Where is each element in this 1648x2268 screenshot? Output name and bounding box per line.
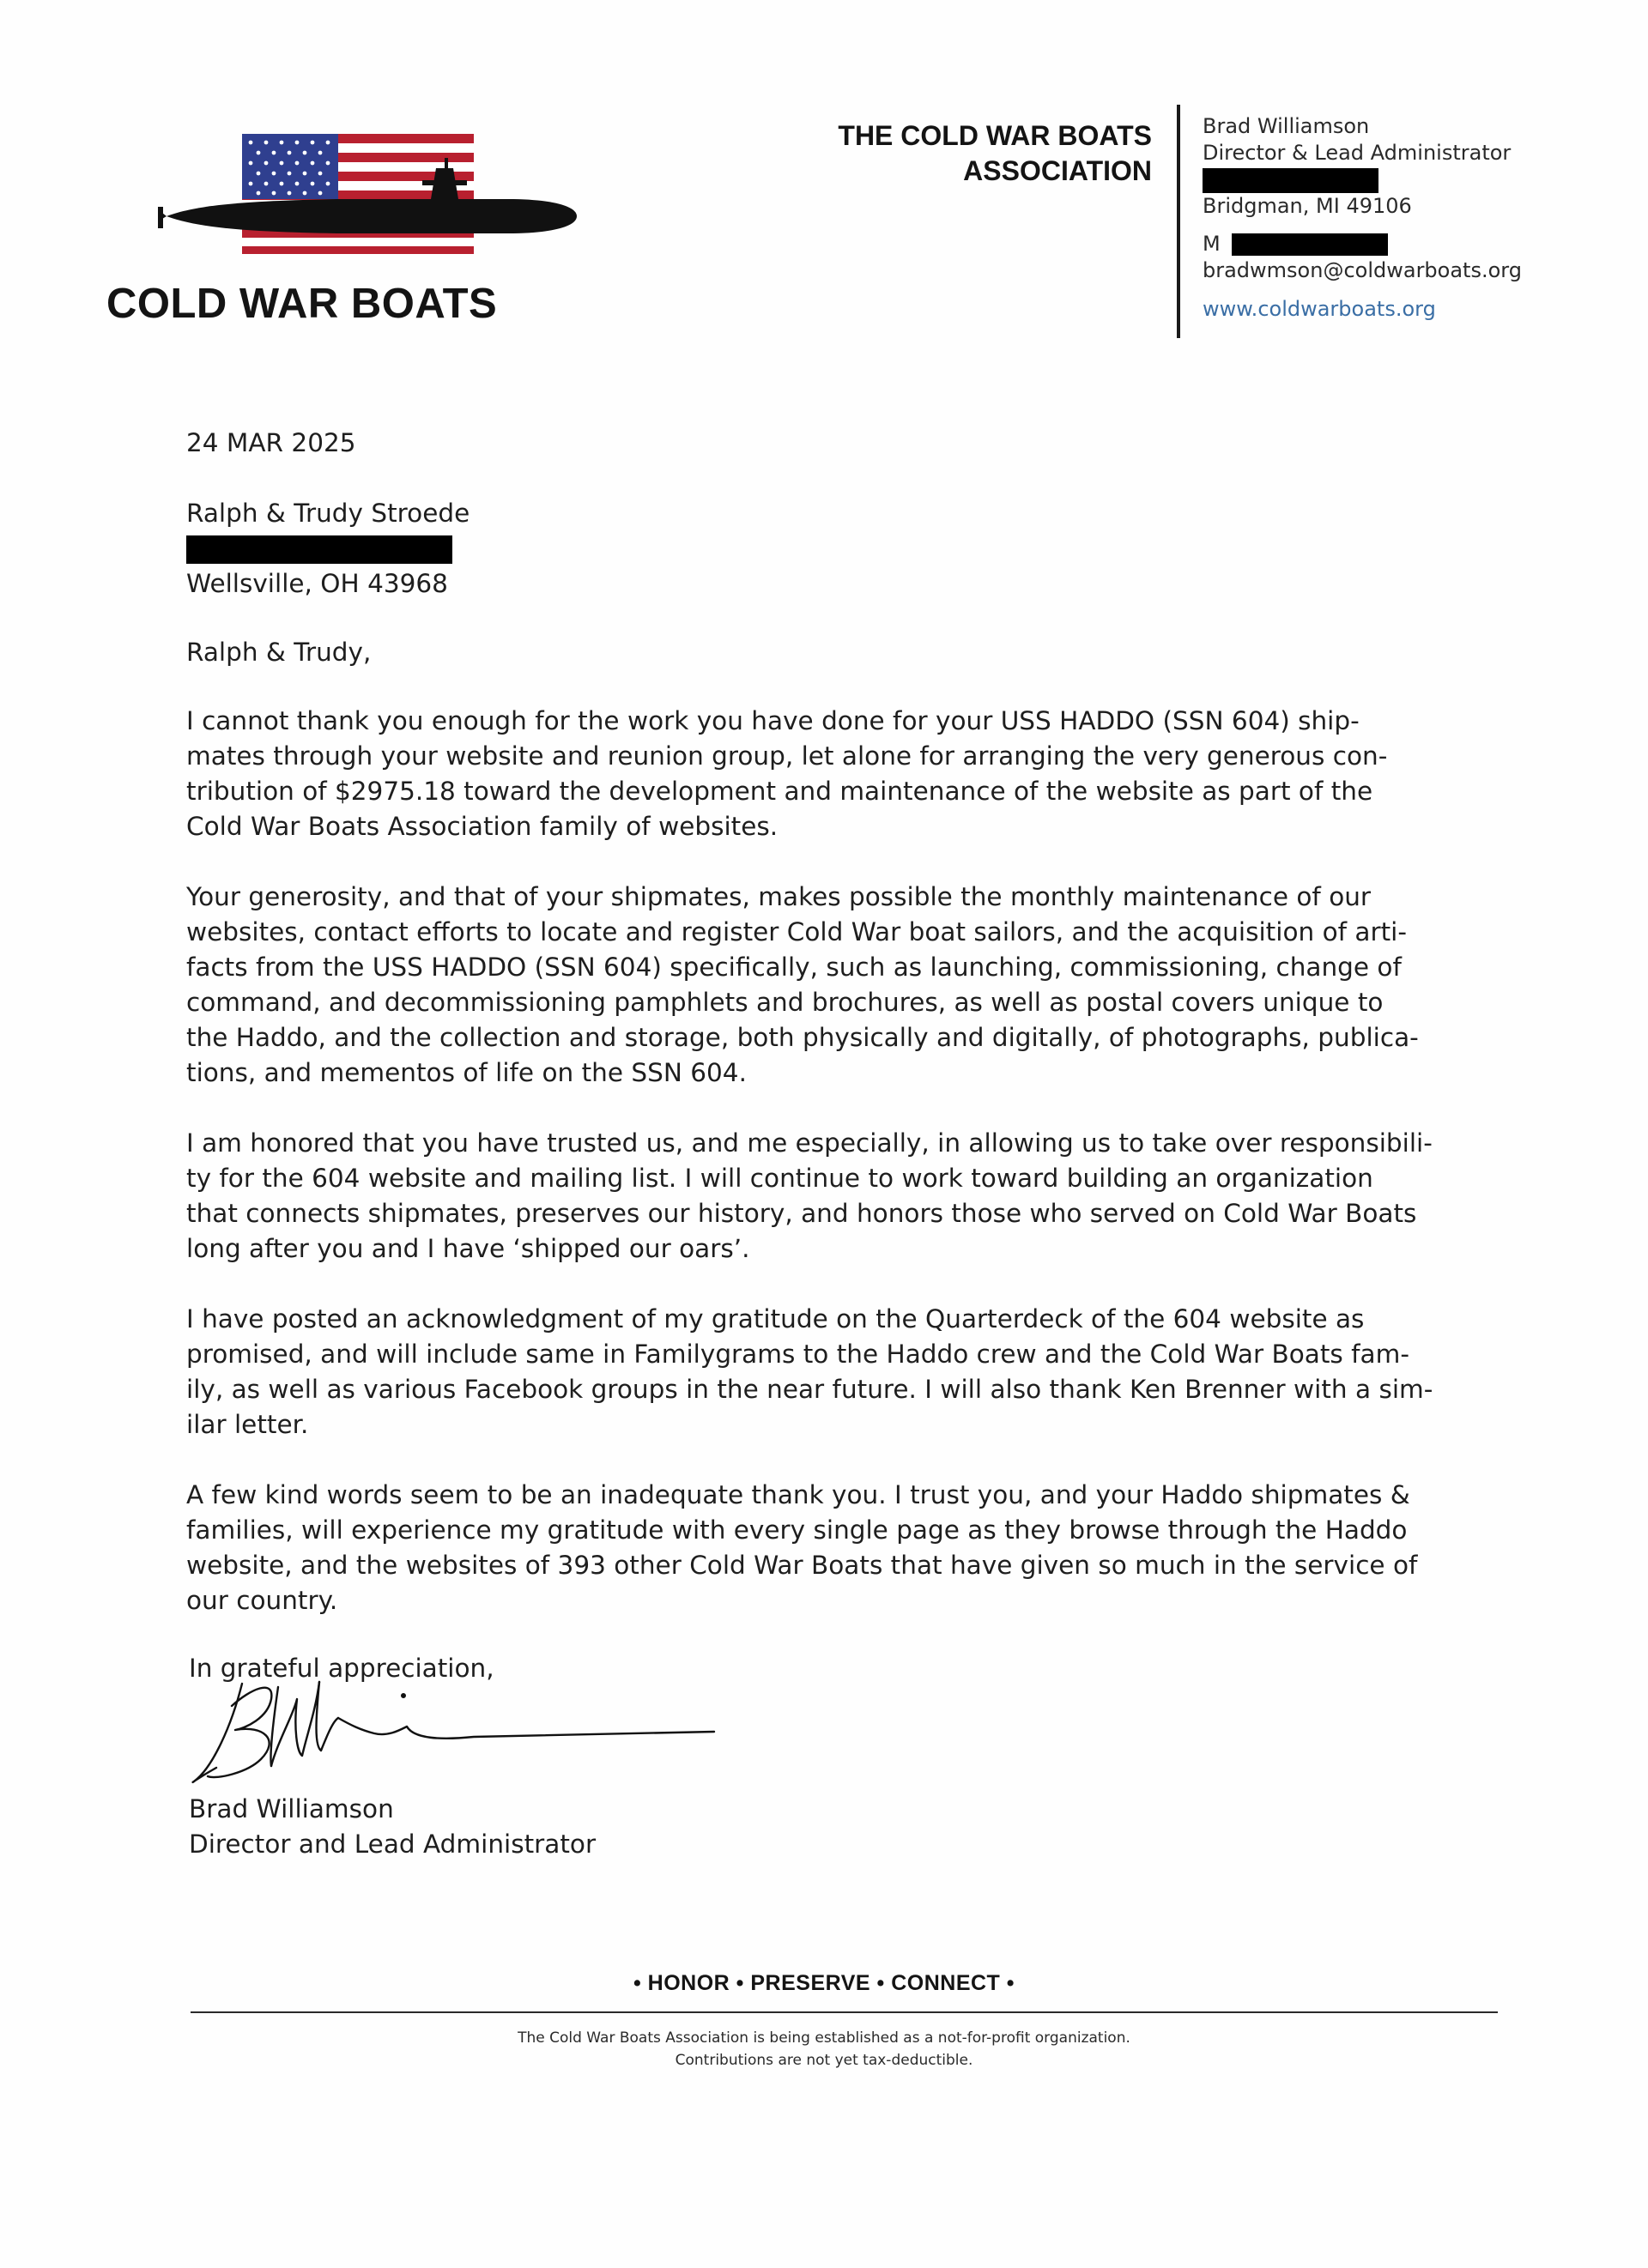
body-line: I am honored that you have trusted us, and me especially, in allowing us to take over responsibili- — [186, 1128, 1433, 1158]
paragraph-1 — [186, 704, 1500, 844]
recipient-name: Ralph & Trudy Stroede — [186, 499, 470, 528]
redaction-bar — [1203, 168, 1378, 193]
mobile-label: M — [1203, 232, 1221, 256]
footer-note — [0, 2027, 1648, 2071]
footer-motto: • HONOR • PRESERVE • CONNECT • — [633, 1971, 1015, 1995]
body-line: families, will experience my gratitude with every single page as they browse through the Haddo — [186, 1515, 1408, 1545]
body-line: the Haddo, and the collection and storage, both physically and digitally, of photographs, publica- — [186, 1023, 1419, 1052]
logo-wordmark: COLD WAR BOATS — [106, 281, 498, 327]
flag-submarine-emblem — [148, 125, 594, 297]
salutation: Ralph & Trudy, — [186, 638, 372, 667]
street-address-redaction — [1203, 166, 1522, 193]
footer-divider — [191, 2011, 1498, 2013]
body-line: Your generosity, and that of your shipmates, makes possible the monthly maintenance of our — [186, 882, 1372, 911]
body-line: that connects shipmates, preserves our history, and honors those who served on Cold War Boats — [186, 1199, 1417, 1228]
contact-name: Brad Williamson — [1203, 114, 1370, 138]
letter-body — [186, 426, 1500, 1654]
body-line: promised, and will include same in Familygrams to the Haddo crew and the Cold War Boats fam- — [186, 1340, 1410, 1369]
body-line: ily, as well as various Facebook groups in the near future. I will also thank Ken Brenner with a sim- — [186, 1375, 1433, 1404]
body-line: website, and the websites of 393 other Cold War Boats that have given so much in the service of — [186, 1551, 1418, 1580]
recipient-street-redaction — [186, 535, 452, 564]
closing: In grateful appreciation, — [189, 1654, 494, 1683]
body-line: ilar letter. — [186, 1410, 309, 1439]
signer-title: Director and Lead Administrator — [189, 1830, 597, 1859]
contact-email[interactable]: bradwmson@coldwarboats.org — [1203, 258, 1522, 282]
body-line: facts from the USS HADDO (SSN 604) specifically, such as launching, commissioning, change of — [186, 953, 1402, 982]
paragraph-3 — [186, 1126, 1500, 1267]
contact-city: Bridgman, MI 49106 — [1203, 194, 1412, 218]
contact-website-link[interactable]: www.coldwarboats.org — [1203, 297, 1436, 321]
paragraph-5 — [186, 1478, 1500, 1618]
org-name-line-2: ASSOCIATION — [963, 155, 1152, 186]
body-line: I cannot thank you enough for the work you have done for your USS HADDO (SSN 604) ship- — [186, 706, 1360, 735]
handwritten-signature — [182, 1639, 731, 1793]
body-line: tions, and mementos of life on the SSN 604. — [186, 1058, 747, 1087]
recipient-city: Wellsville, OH 43968 — [186, 569, 448, 598]
cold-war-boats-logo — [103, 120, 549, 335]
body-line: websites, contact efforts to locate and register Cold War boat sailors, and the acquisition of arti- — [186, 917, 1407, 947]
footer-note-line-2: Contributions are not yet tax-deductible. — [675, 2052, 973, 2069]
paragraph-2 — [186, 880, 1500, 1091]
contact-title: Director & Lead Administrator — [1203, 141, 1512, 165]
body-line: tribution of $2975.18 toward the development and maintenance of the website as part of the — [186, 777, 1373, 806]
signer-name: Brad Williamson — [189, 1794, 394, 1823]
paragraph-4 — [186, 1302, 1500, 1442]
contact-block — [1203, 113, 1522, 323]
header-divider — [1177, 105, 1180, 338]
body-line: command, and decommissioning pamphlets and brochures, as well as postal covers unique to — [186, 988, 1384, 1017]
org-name-line-1: THE COLD WAR BOATS — [838, 120, 1152, 151]
signer-block — [189, 1792, 596, 1862]
body-line: A few kind words seem to be an inadequate thank you. I trust you, and your Haddo shipmates & — [186, 1480, 1410, 1509]
body-line: mates through your website and reunion group, let alone for arranging the very generous con- — [186, 741, 1388, 771]
body-line: our country. — [186, 1586, 338, 1615]
redaction-bar — [1232, 233, 1388, 256]
body-line: I have posted an acknowledgment of my gratitude on the Quarterdeck of the 604 website as — [186, 1304, 1365, 1334]
letter-date: 24 MAR 2025 — [186, 428, 356, 457]
body-line: Cold War Boats Association family of websites. — [186, 812, 779, 841]
organization-name — [740, 118, 1152, 189]
body-line: ty for the 604 website and mailing list. I will continue to work toward building an organization — [186, 1164, 1373, 1193]
body-line: long after you and I have ‘shipped our oars’. — [186, 1234, 750, 1263]
footer-note-line-1: The Cold War Boats Association is being established as a not-for-profit organization. — [518, 2029, 1130, 2047]
contact-mobile — [1203, 231, 1522, 257]
